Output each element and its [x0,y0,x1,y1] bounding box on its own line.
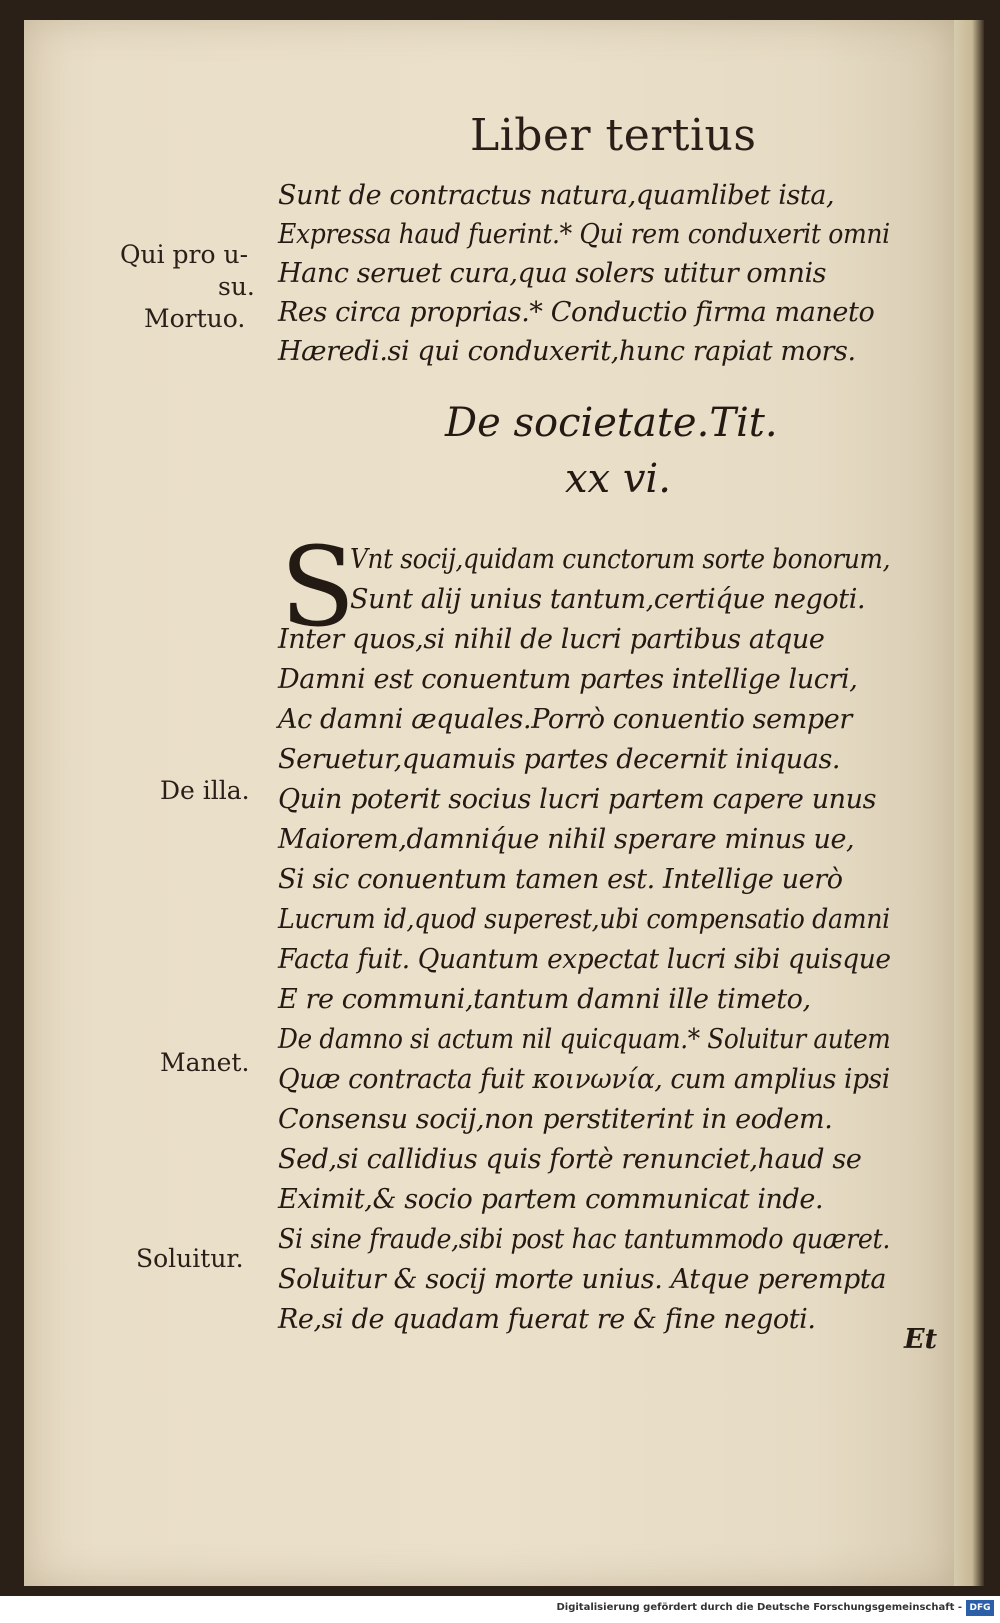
text-line: De damno si actum nil quicquam.* Soluitur autem [278,1024,891,1055]
margin-note: Manet. [160,1048,250,1077]
dfg-logo-icon: DFG [966,1600,994,1616]
text-line: Damni est conuentum partes intellige lucri, [278,664,858,695]
margin-note: su. [218,272,255,301]
text-line: Eximit,& socio partem communicat inde. [278,1184,824,1215]
page-edge [954,20,984,1586]
text-line: Vnt socij,quidam cunctorum sorte bonorum, [350,544,891,575]
text-line: Hæredi.si qui conduxerit,hunc rapiat mors. [278,336,856,367]
text-line: Lucrum id,quod superest,ubi compensatio damni [278,904,890,935]
footer-bar [0,1596,1000,1623]
text-line: Quæ contracta fuit κοινωνία, cum amplius ipsi [278,1064,890,1095]
text-line: Seruetur,quamuis partes decernit iniquas. [278,744,841,775]
text-line: E re communi,tantum damni ille timeto, [278,984,811,1015]
text-line: Sed,si callidius quis fortè renunciet,haud se [278,1144,862,1175]
margin-note: Mortuo. [144,304,246,333]
text-line: Expressa haud fuerint.* Qui rem conduxerit omni [278,219,890,250]
margin-note: De illa. [160,776,250,805]
text-line: Sunt alij unius tantum,certiq́ue negoti. [350,584,866,615]
margin-note: Qui pro u- [120,240,249,269]
footer-credit: Digitalisierung gefördert durch die Deutsche Forschungsgemeinschaft - [556,1602,962,1613]
catchword: Et [904,1324,938,1355]
running-title: Liber tertius [470,110,757,161]
text-line: Quin poterit socius lucri partem capere unus [278,784,877,815]
text-line: Maiorem,damniq́ue nihil sperare minus ue, [278,824,855,855]
text-line: Facta fuit. Quantum expectat lucri sibi quisque [278,944,891,975]
text-line: Res circa proprias.* Conductio firma maneto [278,297,875,328]
text-line: Re,si de quadam fuerat re & fine negoti. [278,1304,816,1335]
section-title: De societate.Tit. [445,400,778,446]
text-line: Ac damni æquales.Porrò conuentio semper [278,704,852,735]
text-line: Soluitur & socij morte unius. Atque perempta [278,1264,887,1295]
text-line: Inter quos,si nihil de lucri partibus atque [278,624,825,655]
text-line: Si sic conuentum tamen est. Intellige uerò [278,864,843,895]
text-line: Consensu socij,non perstiterint in eodem. [278,1104,833,1135]
text-line: Sunt de contractus natura,quamlibet ista, [278,180,835,211]
margin-note: Soluitur. [136,1244,244,1273]
section-number: xx vi. [565,456,671,502]
text-line: Hanc seruet cura,qua solers utitur omnis [278,258,827,289]
drop-cap: S [280,523,356,651]
text-line: Si sine fraude,sibi post hac tantummodo quæret. [278,1224,891,1255]
